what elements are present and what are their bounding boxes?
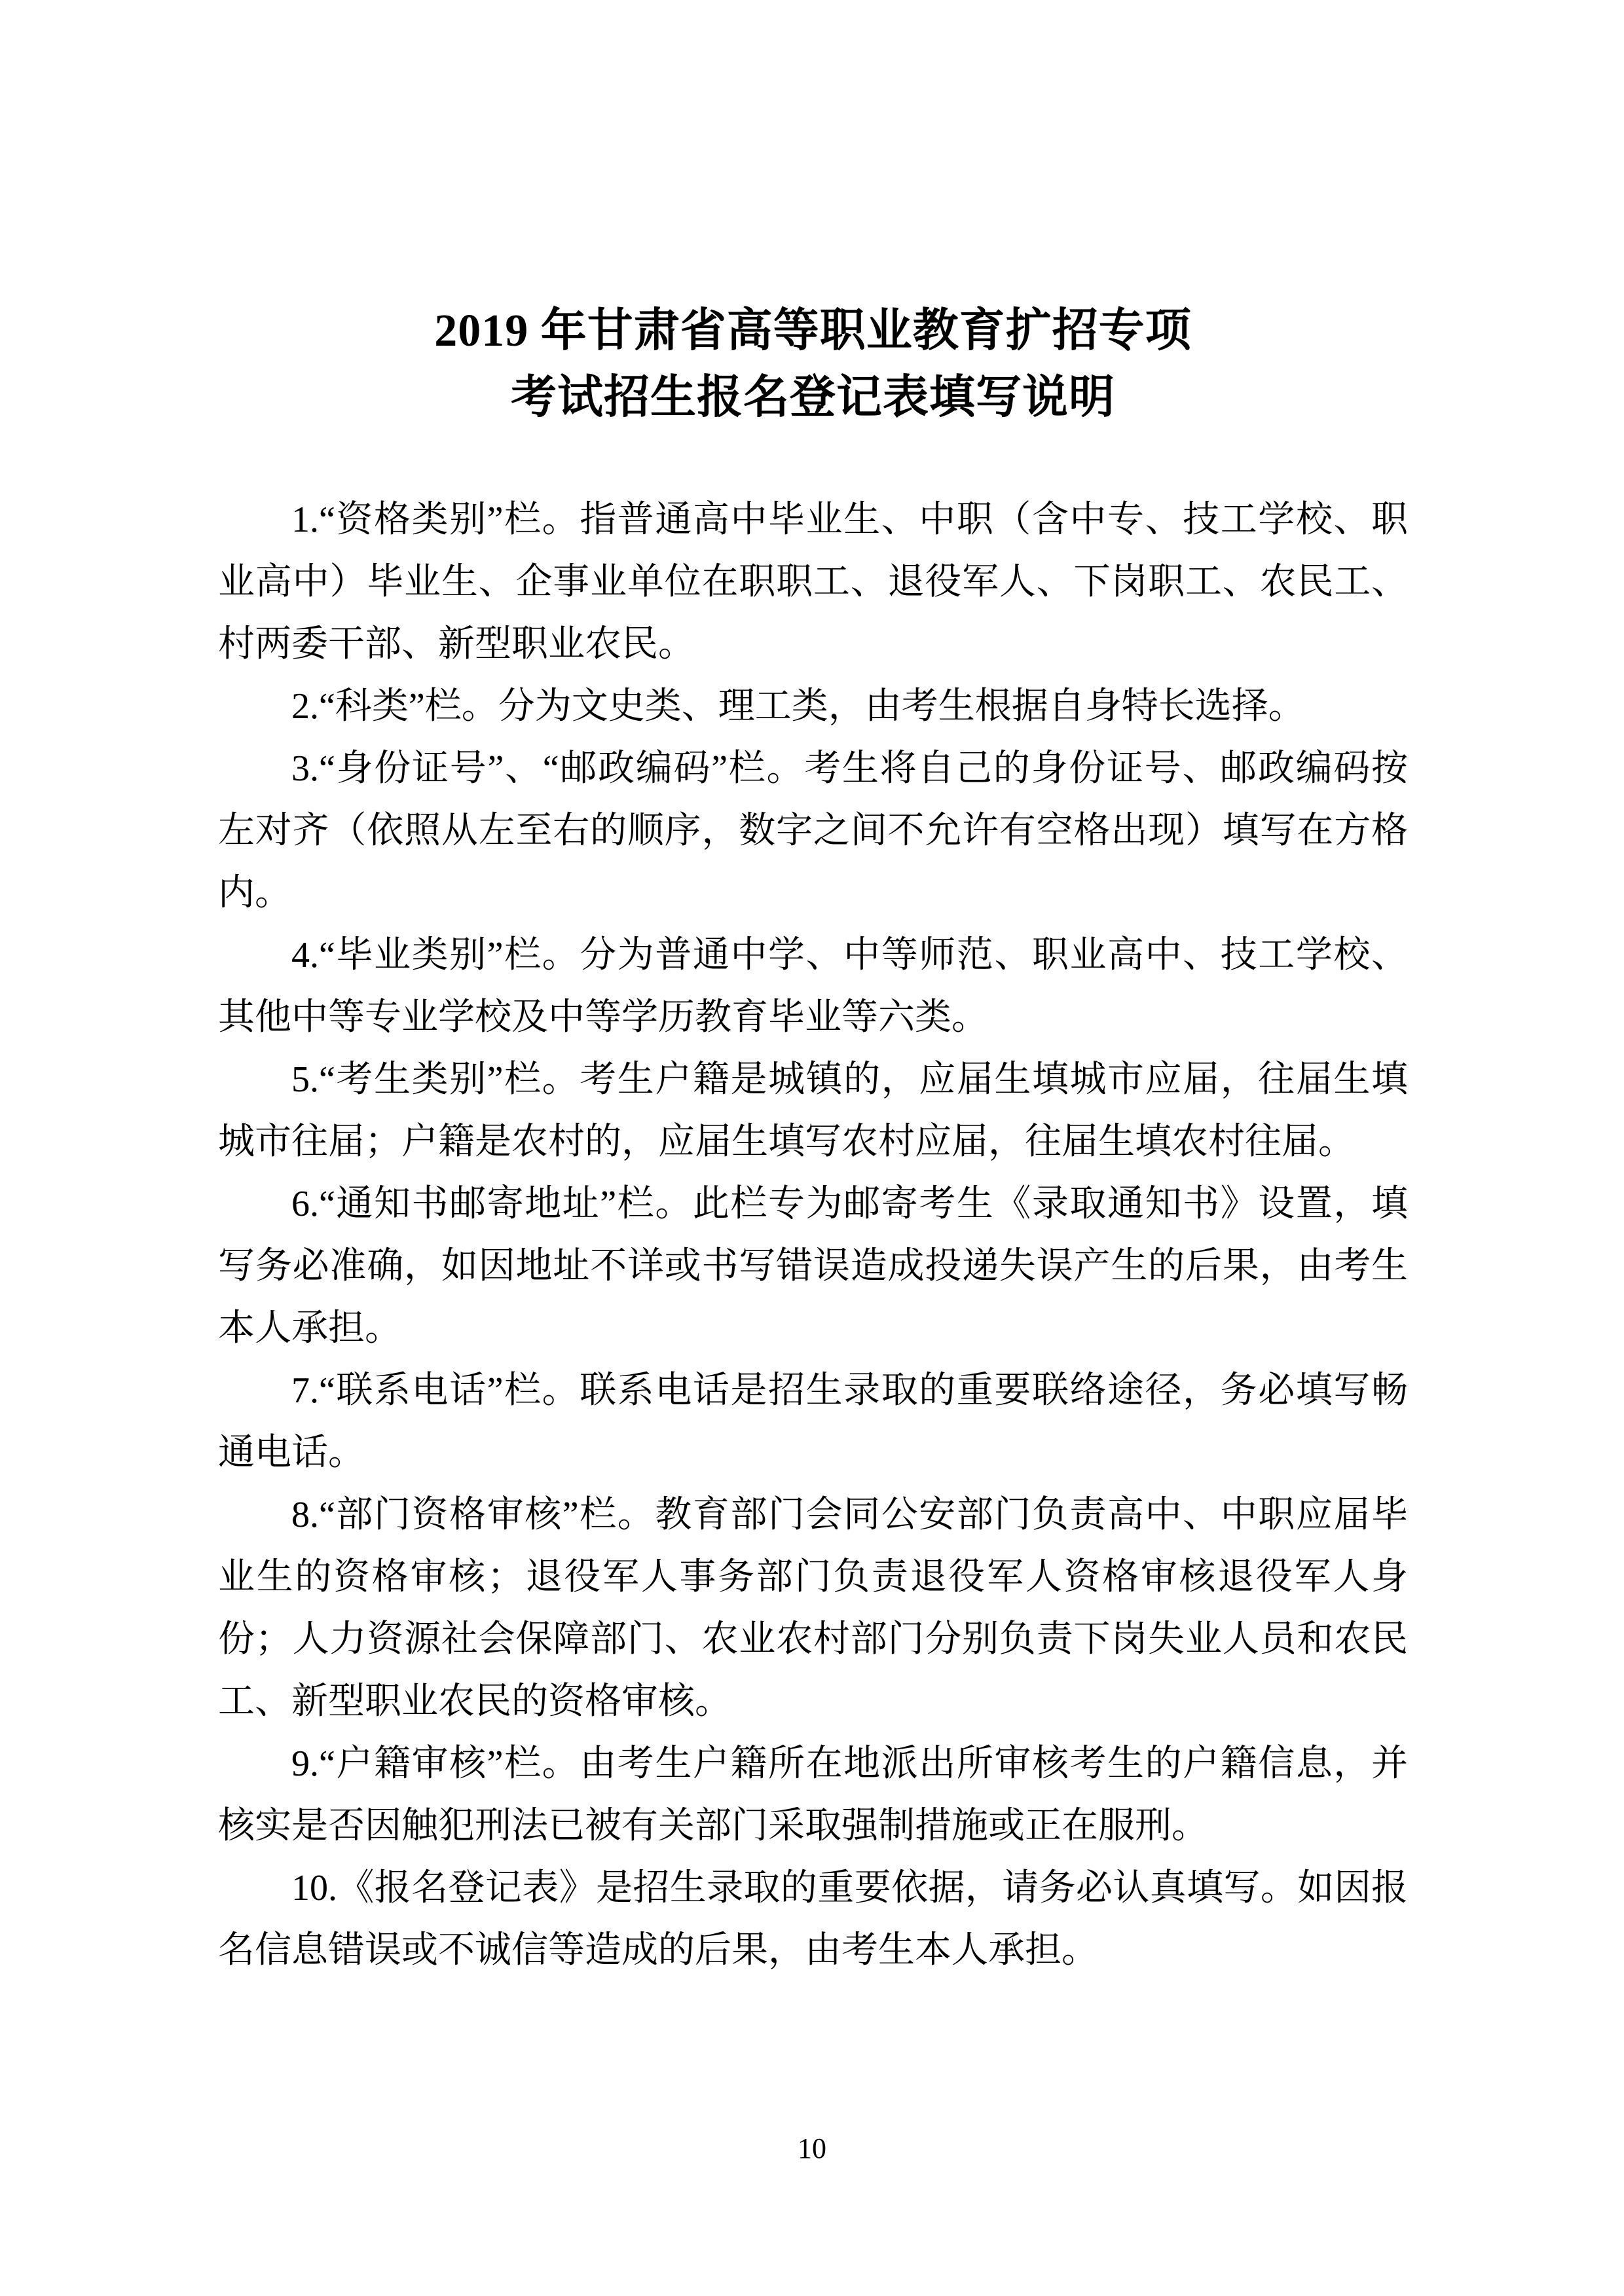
paragraph-9: 9.“户籍审核”栏。由考生户籍所在地派出所审核考生的户籍信息，并核实是否因触犯刑法已被有关部门采取强制措施或正在服刑。 (218, 1743, 1408, 1846)
paragraph-6: 6.“通知书邮寄地址”栏。此栏专为邮寄考生《录取通知书》设置，填写务必准确，如因地址不详或书写错误造成投递失误产生的后果，由考生本人承担。 (218, 1184, 1408, 1349)
paragraph-2: 2.“科类”栏。分为文史类、理工类，由考生根据自身特长选择。 (291, 686, 1305, 727)
page-number: 10 (798, 2132, 826, 2164)
paragraph-3: 3.“身份证号”、“邮政编码”栏。考生将自己的身份证号、邮政编码按左对齐（依照从左至右的顺序，数字之间不允许有空格出现）填写在方格内。 (218, 748, 1408, 913)
paragraph-8: 8.“部门资格审核”栏。教育部门会同公安部门负责高中、中职应届毕业生的资格审核；退役军人事务部门负责退役军人资格审核退役军人身份；人力资源社会保障部门、农业农村部门分别负责下岗失业人员和农民工、新型职业农民的资格审核。 (218, 1495, 1408, 1722)
document-title (218, 298, 1408, 431)
document-body (218, 489, 1408, 1982)
paragraph-10: 10.《报名登记表》是招生录取的重要依据，请务必认真填写。如因报名信息错误或不诚信等造成的后果，由考生本人承担。 (218, 1868, 1408, 1971)
paragraph-1: 1.“资格类别”栏。指普通高中毕业生、中职（含中专、技工学校、职业高中）毕业生、企事业单位在职职工、退役军人、下岗职工、农民工、村两委干部、新型职业农民。 (218, 500, 1408, 665)
document-title-line-1: 2019 年甘肃省高等职业教育扩招专项 (434, 306, 1192, 356)
paragraph-5: 5.“考生类别”栏。考生户籍是城镇的，应届生填城市应届，往届生填城市往届；户籍是农村的，应届生填写农村应届，往届生填农村往届。 (218, 1059, 1408, 1162)
paragraph-4: 4.“毕业类别”栏。分为普通中学、中等师范、职业高中、技工学校、其他中等专业学校及中等学历教育毕业等六类。 (218, 935, 1408, 1038)
document-content (218, 298, 1408, 1982)
paragraph-7: 7.“联系电话”栏。联系电话是招生录取的重要联络途径，务必填写畅通电话。 (218, 1370, 1408, 1473)
document-title-line-2: 考试招生报名登记表填写说明 (511, 373, 1115, 423)
